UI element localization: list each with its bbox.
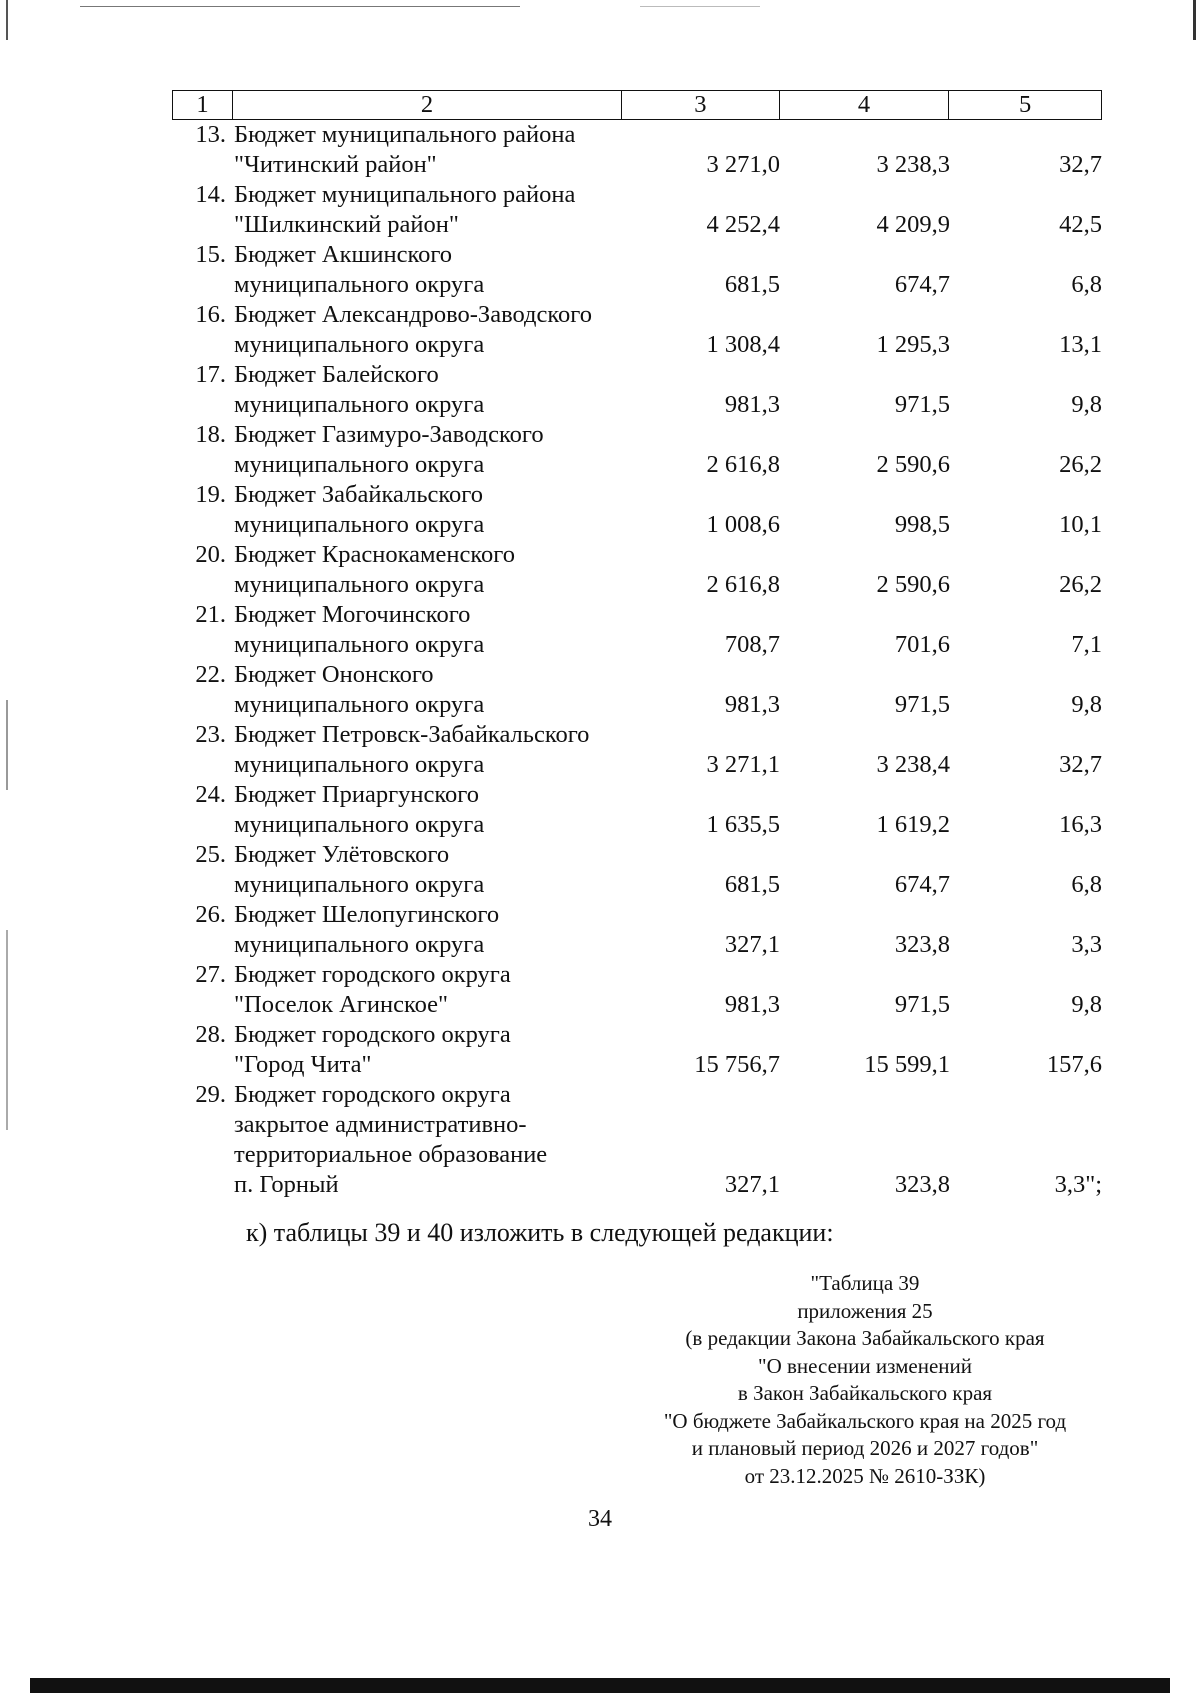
- row-name-line: "Город Чита": [234, 1051, 372, 1078]
- row-value-v5: 157,6: [1046, 1051, 1102, 1078]
- row-value-v3: 981,3: [724, 691, 780, 718]
- row-name-line: Бюджет Газимуро-Заводского: [234, 421, 544, 448]
- row-value-v3: 2 616,8: [706, 451, 780, 478]
- row-value-v5: 16,3: [1059, 811, 1102, 838]
- row-value-v5: 32,7: [1059, 151, 1102, 178]
- row-value-v5: 42,5: [1059, 211, 1102, 238]
- row-name-line: "Шилкинский район": [234, 211, 459, 238]
- row-value-v5: 9,8: [1071, 691, 1102, 718]
- row-name-line: муниципального округа: [234, 871, 485, 898]
- header-col-2: 2: [233, 91, 622, 119]
- row-number: 26.: [195, 901, 226, 928]
- note-line: и плановый период 2026 и 2027 годов": [691, 1436, 1039, 1460]
- row-value-v5: 26,2: [1059, 571, 1102, 598]
- table-row: [172, 420, 1102, 480]
- table-row: [172, 120, 1102, 180]
- table-row: [172, 900, 1102, 960]
- row-value-v5: 3,3: [1071, 931, 1102, 958]
- row-name-line: Бюджет Акшинского: [234, 241, 453, 268]
- scan-artifact-left-3: [6, 930, 8, 1130]
- row-value-v4: 3 238,3: [876, 151, 950, 178]
- row-name: [232, 540, 622, 600]
- row-value-v5: 26,2: [1059, 451, 1102, 478]
- row-value-v3: 981,3: [724, 991, 780, 1018]
- row-value-v4: 998,5: [894, 511, 950, 538]
- note-line: "О бюджете Забайкальского края на 2025 год: [663, 1408, 1067, 1433]
- row-value-v4: 3 238,4: [876, 751, 950, 778]
- row-name: [232, 660, 622, 720]
- row-value-v5: 9,8: [1071, 991, 1102, 1018]
- note-line: "Таблица 39: [810, 1271, 920, 1295]
- table-row: [172, 840, 1102, 900]
- note-line: (в редакции Закона Забайкальского края: [685, 1326, 1045, 1350]
- row-number: 17.: [195, 361, 226, 388]
- row-number: 15.: [195, 241, 226, 268]
- row-name-line: п. Горный: [234, 1171, 339, 1198]
- row-name-line: муниципального округа: [234, 271, 485, 298]
- row-number: 20.: [195, 541, 226, 568]
- table-row: [172, 720, 1102, 780]
- row-value-v4: 323,8: [894, 1171, 950, 1198]
- row-number: 24.: [195, 781, 226, 808]
- row-name-line: муниципального округа: [234, 811, 485, 838]
- row-number: 19.: [195, 481, 226, 508]
- scan-artifact-bottom: [30, 1678, 1170, 1693]
- page-number: 34: [588, 1506, 612, 1532]
- row-number: 28.: [195, 1021, 226, 1048]
- row-value-v5: 9,8: [1071, 391, 1102, 418]
- row-name-line: муниципального округа: [234, 631, 485, 658]
- row-number: 18.: [195, 421, 226, 448]
- row-name-line: Бюджет Приаргунского: [234, 781, 479, 808]
- budget-table: [172, 90, 1102, 1200]
- note-line: "О внесении изменений: [758, 1353, 972, 1378]
- row-value-v3: 1 008,6: [706, 511, 780, 538]
- row-name-line: закрытое административно-: [234, 1111, 527, 1138]
- row-name-line: муниципального округа: [234, 331, 485, 358]
- row-number: 29.: [195, 1081, 226, 1108]
- row-name: [232, 960, 622, 1020]
- row-value-v4: 971,5: [894, 991, 950, 1018]
- table-row: [172, 660, 1102, 720]
- row-name-line: муниципального округа: [234, 571, 485, 598]
- row-name-line: Бюджет городского округа: [234, 961, 511, 988]
- row-name: [232, 1020, 622, 1080]
- row-name: [232, 900, 622, 960]
- row-name-line: Бюджет Балейского: [234, 361, 439, 388]
- row-value-v4: 15 599,1: [864, 1051, 950, 1078]
- row-value-v4: 971,5: [894, 691, 950, 718]
- table-row: [172, 360, 1102, 420]
- row-name-line: Бюджет Шелопугинского: [234, 901, 500, 928]
- row-value-v4: 2 590,6: [876, 571, 950, 598]
- row-value-v3: 681,5: [724, 271, 780, 298]
- row-value-v4: 1 619,2: [876, 811, 950, 838]
- row-name: [232, 180, 622, 240]
- row-name-line: "Поселок Агинское": [234, 991, 449, 1018]
- row-value-v3: 1 635,5: [706, 811, 780, 838]
- row-name-line: муниципального округа: [234, 511, 485, 538]
- row-name: [232, 480, 622, 540]
- row-name-line: территориальное образование: [234, 1141, 548, 1168]
- row-value-v3: 3 271,0: [706, 151, 780, 178]
- row-name: [232, 120, 622, 180]
- row-value-v5: 10,1: [1059, 511, 1102, 538]
- row-value-v4: 1 295,3: [876, 331, 950, 358]
- row-value-v3: 3 271,1: [706, 751, 780, 778]
- row-value-v4: 674,7: [894, 871, 950, 898]
- table-row: [172, 300, 1102, 360]
- row-value-v3: 4 252,4: [706, 211, 780, 238]
- table-row: [172, 780, 1102, 840]
- scan-artifact-left-2: [6, 700, 8, 790]
- row-value-v4: 701,6: [894, 631, 950, 658]
- row-name: [232, 1080, 622, 1200]
- row-name: [232, 420, 622, 480]
- row-number: 25.: [195, 841, 226, 868]
- row-number: 21.: [195, 601, 226, 628]
- row-value-v4: 2 590,6: [876, 451, 950, 478]
- table-row: [172, 960, 1102, 1020]
- row-name: [232, 780, 622, 840]
- row-value-v5: 3,3";: [1054, 1171, 1102, 1198]
- table-header-row: [172, 90, 1102, 120]
- table-row: [172, 180, 1102, 240]
- row-value-v5: 13,1: [1059, 331, 1102, 358]
- row-name: [232, 840, 622, 900]
- row-value-v3: 327,1: [724, 1171, 780, 1198]
- row-name-line: Бюджет муниципального района: [234, 181, 576, 208]
- header-col-5: 5: [1019, 91, 1032, 118]
- row-value-v3: 15 756,7: [694, 1051, 780, 1078]
- table-row: [172, 540, 1102, 600]
- row-name-line: "Читинский район": [234, 151, 437, 178]
- row-name-line: муниципального округа: [234, 931, 485, 958]
- table-row: [172, 1080, 1102, 1200]
- row-number: 16.: [195, 301, 226, 328]
- row-value-v3: 981,3: [724, 391, 780, 418]
- row-value-v5: 6,8: [1071, 271, 1102, 298]
- row-name-line: Бюджет муниципального района: [234, 121, 576, 148]
- table-row: [172, 240, 1102, 300]
- table-row: [172, 600, 1102, 660]
- row-value-v3: 681,5: [724, 871, 780, 898]
- header-col-3: 3: [622, 91, 780, 119]
- header-col-1: 1: [173, 91, 233, 119]
- row-name-line: Бюджет городского округа: [234, 1081, 511, 1108]
- row-value-v4: 971,5: [894, 391, 950, 418]
- row-value-v5: 32,7: [1059, 751, 1102, 778]
- scan-artifact-top: [80, 6, 520, 7]
- row-value-v4: 4 209,9: [876, 211, 950, 238]
- row-name-line: Бюджет Петровск-Забайкальского: [234, 721, 590, 748]
- row-name-line: Бюджет городского округа: [234, 1021, 511, 1048]
- row-number: 14.: [195, 181, 226, 208]
- row-name-line: муниципального округа: [234, 391, 485, 418]
- row-name-line: Бюджет Забайкальского: [234, 481, 483, 508]
- row-value-v5: 7,1: [1071, 631, 1102, 658]
- row-name: [232, 240, 622, 300]
- row-name: [232, 600, 622, 660]
- row-name-line: муниципального округа: [234, 751, 485, 778]
- row-name: [232, 360, 622, 420]
- row-number: 27.: [195, 961, 226, 988]
- instruction-text: к) таблицы 39 и 40 изложить в следующей редакции:: [246, 1218, 834, 1247]
- row-name-line: муниципального округа: [234, 451, 485, 478]
- scan-artifact-top-2: [640, 6, 760, 7]
- row-number: 23.: [195, 721, 226, 748]
- row-value-v4: 323,8: [894, 931, 950, 958]
- row-value-v3: 327,1: [724, 931, 780, 958]
- table-caption-note: [620, 1270, 1110, 1490]
- row-value-v3: 708,7: [724, 631, 780, 658]
- header-col-4: 4: [780, 91, 950, 119]
- row-number: 13.: [195, 121, 226, 148]
- note-line: приложения 25: [797, 1298, 933, 1323]
- row-value-v4: 674,7: [894, 271, 950, 298]
- row-name-line: муниципального округа: [234, 691, 485, 718]
- row-name: [232, 300, 622, 360]
- row-name-line: Бюджет Улётовского: [234, 841, 450, 868]
- row-value-v3: 2 616,8: [706, 571, 780, 598]
- row-name-line: Бюджет Александрово-Заводского: [234, 301, 592, 328]
- table-body: [172, 120, 1102, 1200]
- row-name-line: Бюджет Могочинского: [234, 601, 471, 628]
- row-value-v5: 6,8: [1071, 871, 1102, 898]
- scan-artifact-left: [6, 0, 8, 40]
- row-number: 22.: [195, 661, 226, 688]
- row-name-line: Бюджет Ононского: [234, 661, 434, 688]
- note-line: в Закон Забайкальского края: [737, 1381, 993, 1405]
- scan-artifact-right: [1193, 0, 1196, 40]
- row-value-v3: 1 308,4: [706, 331, 780, 358]
- row-name: [232, 720, 622, 780]
- row-name-line: Бюджет Краснокаменского: [234, 541, 515, 568]
- table-row: [172, 1020, 1102, 1080]
- table-row: [172, 480, 1102, 540]
- note-line: от 23.12.2025 № 2610-ЗЗК): [744, 1463, 986, 1488]
